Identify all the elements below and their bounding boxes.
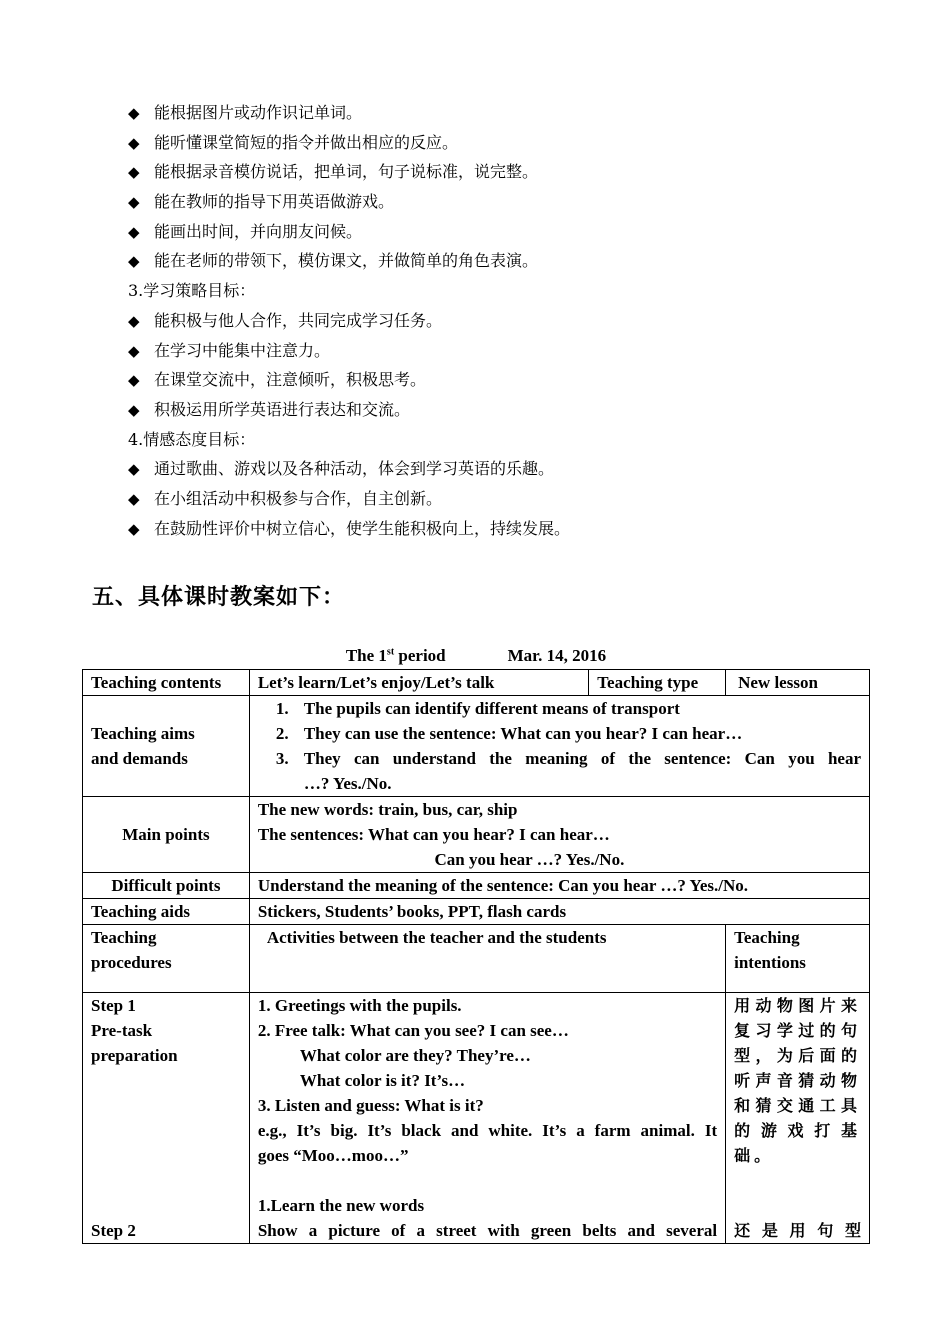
goals-list (128, 98, 848, 543)
type-value: New lesson (726, 670, 870, 696)
table-row (83, 925, 870, 993)
step-label: Pre-task (91, 1021, 153, 1040)
goal-item (128, 246, 848, 276)
diamond-bullet-icon: ◆ (128, 341, 140, 360)
aids-value: Stickers, Students’ books, PPT, flash cards (249, 899, 869, 925)
intentions-label-line: intentions (734, 953, 806, 972)
period-title (82, 646, 870, 666)
aim-text: They can use the sentence: What can you hear? I can hear… (303, 724, 743, 743)
period-date: Mar. 14, 2016 (507, 646, 607, 665)
activities-cell (249, 993, 725, 1244)
period-suffix: period (394, 646, 446, 665)
diamond-bullet-icon: ◆ (128, 400, 140, 419)
table-row (83, 873, 870, 899)
diamond-bullet-icon: ◆ (128, 311, 140, 330)
goal-item (128, 187, 848, 217)
activity-line: 2. Free talk: What can you see? I can see… (257, 1021, 569, 1040)
goal-item (128, 306, 848, 336)
aims-label (83, 696, 250, 797)
goal-text: 能积极与他人合作，共同完成学习任务。 (154, 310, 443, 330)
diamond-bullet-icon: ◆ (128, 104, 140, 122)
main-point-line: Can you hear …? Yes./No. (434, 850, 625, 869)
goal-item (128, 395, 848, 425)
main-point-line: The sentences: What can you hear? I can hear… (257, 825, 610, 844)
period-prefix: The 1 (345, 646, 387, 665)
aims-cell (249, 696, 869, 797)
intention-text: 用动物图片来复习学过的句型，为后面的听声音猜动物和猜交通工具的游戏打基础。 (734, 996, 861, 1165)
contents-label: Teaching contents (83, 670, 250, 696)
diamond-bullet-icon: ◆ (128, 252, 140, 271)
goal-text: 能根据录音模仿说话，把单词，句子说标准，说完整。 (154, 162, 539, 182)
aim-number: 1. (275, 699, 289, 718)
lesson-plan-table (82, 669, 870, 1244)
goal-item (128, 484, 848, 514)
aim-number: 3. (275, 749, 289, 768)
goal-item (128, 514, 848, 544)
activity-line: 1.Learn the new words (257, 1196, 425, 1215)
intentions-cell (726, 993, 870, 1244)
goal-heading (128, 276, 848, 306)
goal-text: 能画出时间，并向朋友问候。 (154, 221, 363, 241)
step-label: Step 2 (91, 1221, 136, 1240)
goal-text: 能在老师的带领下，模仿课文，并做简单的角色表演。 (154, 251, 539, 271)
step-label: preparation (91, 1046, 178, 1065)
activity-line: goes “Moo…moo…” (257, 1146, 409, 1165)
aim-item (276, 746, 861, 771)
period-sup: st (386, 646, 395, 658)
goal-item (128, 336, 848, 366)
goal-heading (128, 425, 848, 455)
type-label: Teaching type (589, 670, 726, 696)
table-row (83, 797, 870, 873)
procedures-label (83, 925, 250, 993)
goal-text: 在鼓励性评价中树立信心，使学生能积极向上，持续发展。 (154, 518, 571, 538)
activity-line: 1. Greetings with the pupils. (257, 996, 462, 1015)
step-label: Step 1 (91, 996, 136, 1015)
contents-value: Let’s learn/Let’s enjoy/Let’s talk (249, 670, 588, 696)
activity-line: e.g., It’s big. It’s black and white. It’s a farm animal. It (257, 1121, 718, 1140)
procedures-label-line: Teaching (91, 928, 157, 947)
goal-item (128, 217, 848, 247)
diamond-bullet-icon: ◆ (128, 133, 140, 152)
difficult-points-value: Understand the meaning of the sentence: Can you hear …? Yes./No. (249, 873, 869, 899)
aim-item-continued (276, 771, 861, 796)
step-cell (83, 993, 250, 1244)
aims-label-line: Teaching aims (91, 724, 195, 743)
diamond-bullet-icon: ◆ (128, 371, 140, 390)
goal-text: 3.学习策略目标： (128, 281, 256, 301)
procedures-label-line: procedures (91, 953, 172, 972)
goal-item (128, 98, 848, 128)
aim-text: They can understand the meaning of the sentence: Can you hear (303, 749, 861, 768)
activities-label: Activities between the teacher and the students (249, 925, 725, 993)
aims-label-line: and demands (91, 749, 188, 768)
goal-text: 能听懂课堂简短的指令并做出相应的反应。 (154, 132, 459, 152)
aim-text-continued: …? Yes./No. (303, 774, 392, 793)
table-row (83, 670, 870, 696)
goal-text: 在学习中能集中注意力。 (154, 340, 331, 360)
table-row (83, 993, 870, 1244)
aim-item (276, 721, 861, 746)
diamond-bullet-icon: ◆ (128, 519, 140, 538)
goal-item (128, 365, 848, 395)
diamond-bullet-icon: ◆ (128, 193, 140, 212)
goal-text: 在小组活动中积极参与合作，自主创新。 (154, 488, 443, 508)
intentions-label-line: Teaching (734, 928, 800, 947)
diamond-bullet-icon: ◆ (128, 489, 140, 508)
activity-line: Show a picture of a street with green belts and several (257, 1221, 718, 1240)
goal-text: 4.情感态度目标： (128, 429, 256, 449)
goal-text: 积极运用所学英语进行表达和交流。 (154, 399, 411, 419)
activity-line: 3. Listen and guess: What is it? (257, 1096, 484, 1115)
goal-text: 能根据图片或动作识记单词。 (154, 103, 363, 122)
main-points-cell (249, 797, 869, 873)
main-points-label: Main points (83, 797, 250, 873)
diamond-bullet-icon: ◆ (128, 460, 140, 479)
goal-text: 通过歌曲、游戏以及各种活动，体会到学习英语的乐趣。 (154, 459, 555, 479)
goal-item (128, 454, 848, 484)
table-row (83, 899, 870, 925)
section-title: 五、具体课时教案如下： (92, 584, 346, 610)
aids-label: Teaching aids (83, 899, 250, 925)
blank-line (258, 1168, 717, 1193)
activity-line: What color are they? They’re… (299, 1046, 531, 1065)
diamond-bullet-icon: ◆ (128, 222, 140, 241)
aims-list (258, 696, 861, 796)
aim-number: 2. (275, 724, 289, 743)
diamond-bullet-icon: ◆ (128, 163, 140, 182)
goal-item (128, 157, 848, 187)
main-point-line: The new words: train, bus, car, ship (257, 800, 518, 819)
intentions-label (726, 925, 870, 993)
aim-text: The pupils can identify different means of transport (303, 699, 680, 718)
activity-line: What color is it? It’s… (299, 1071, 466, 1090)
intention-text: 还 是 用 句 型 (734, 1221, 861, 1240)
aim-item (276, 696, 861, 721)
goal-text: 能在教师的指导下用英语做游戏。 (154, 192, 395, 212)
goal-text: 在课堂交流中，注意倾听，积极思考。 (154, 370, 427, 390)
table-row (83, 696, 870, 797)
goal-item (128, 128, 848, 158)
difficult-points-label: Difficult points (83, 873, 250, 899)
